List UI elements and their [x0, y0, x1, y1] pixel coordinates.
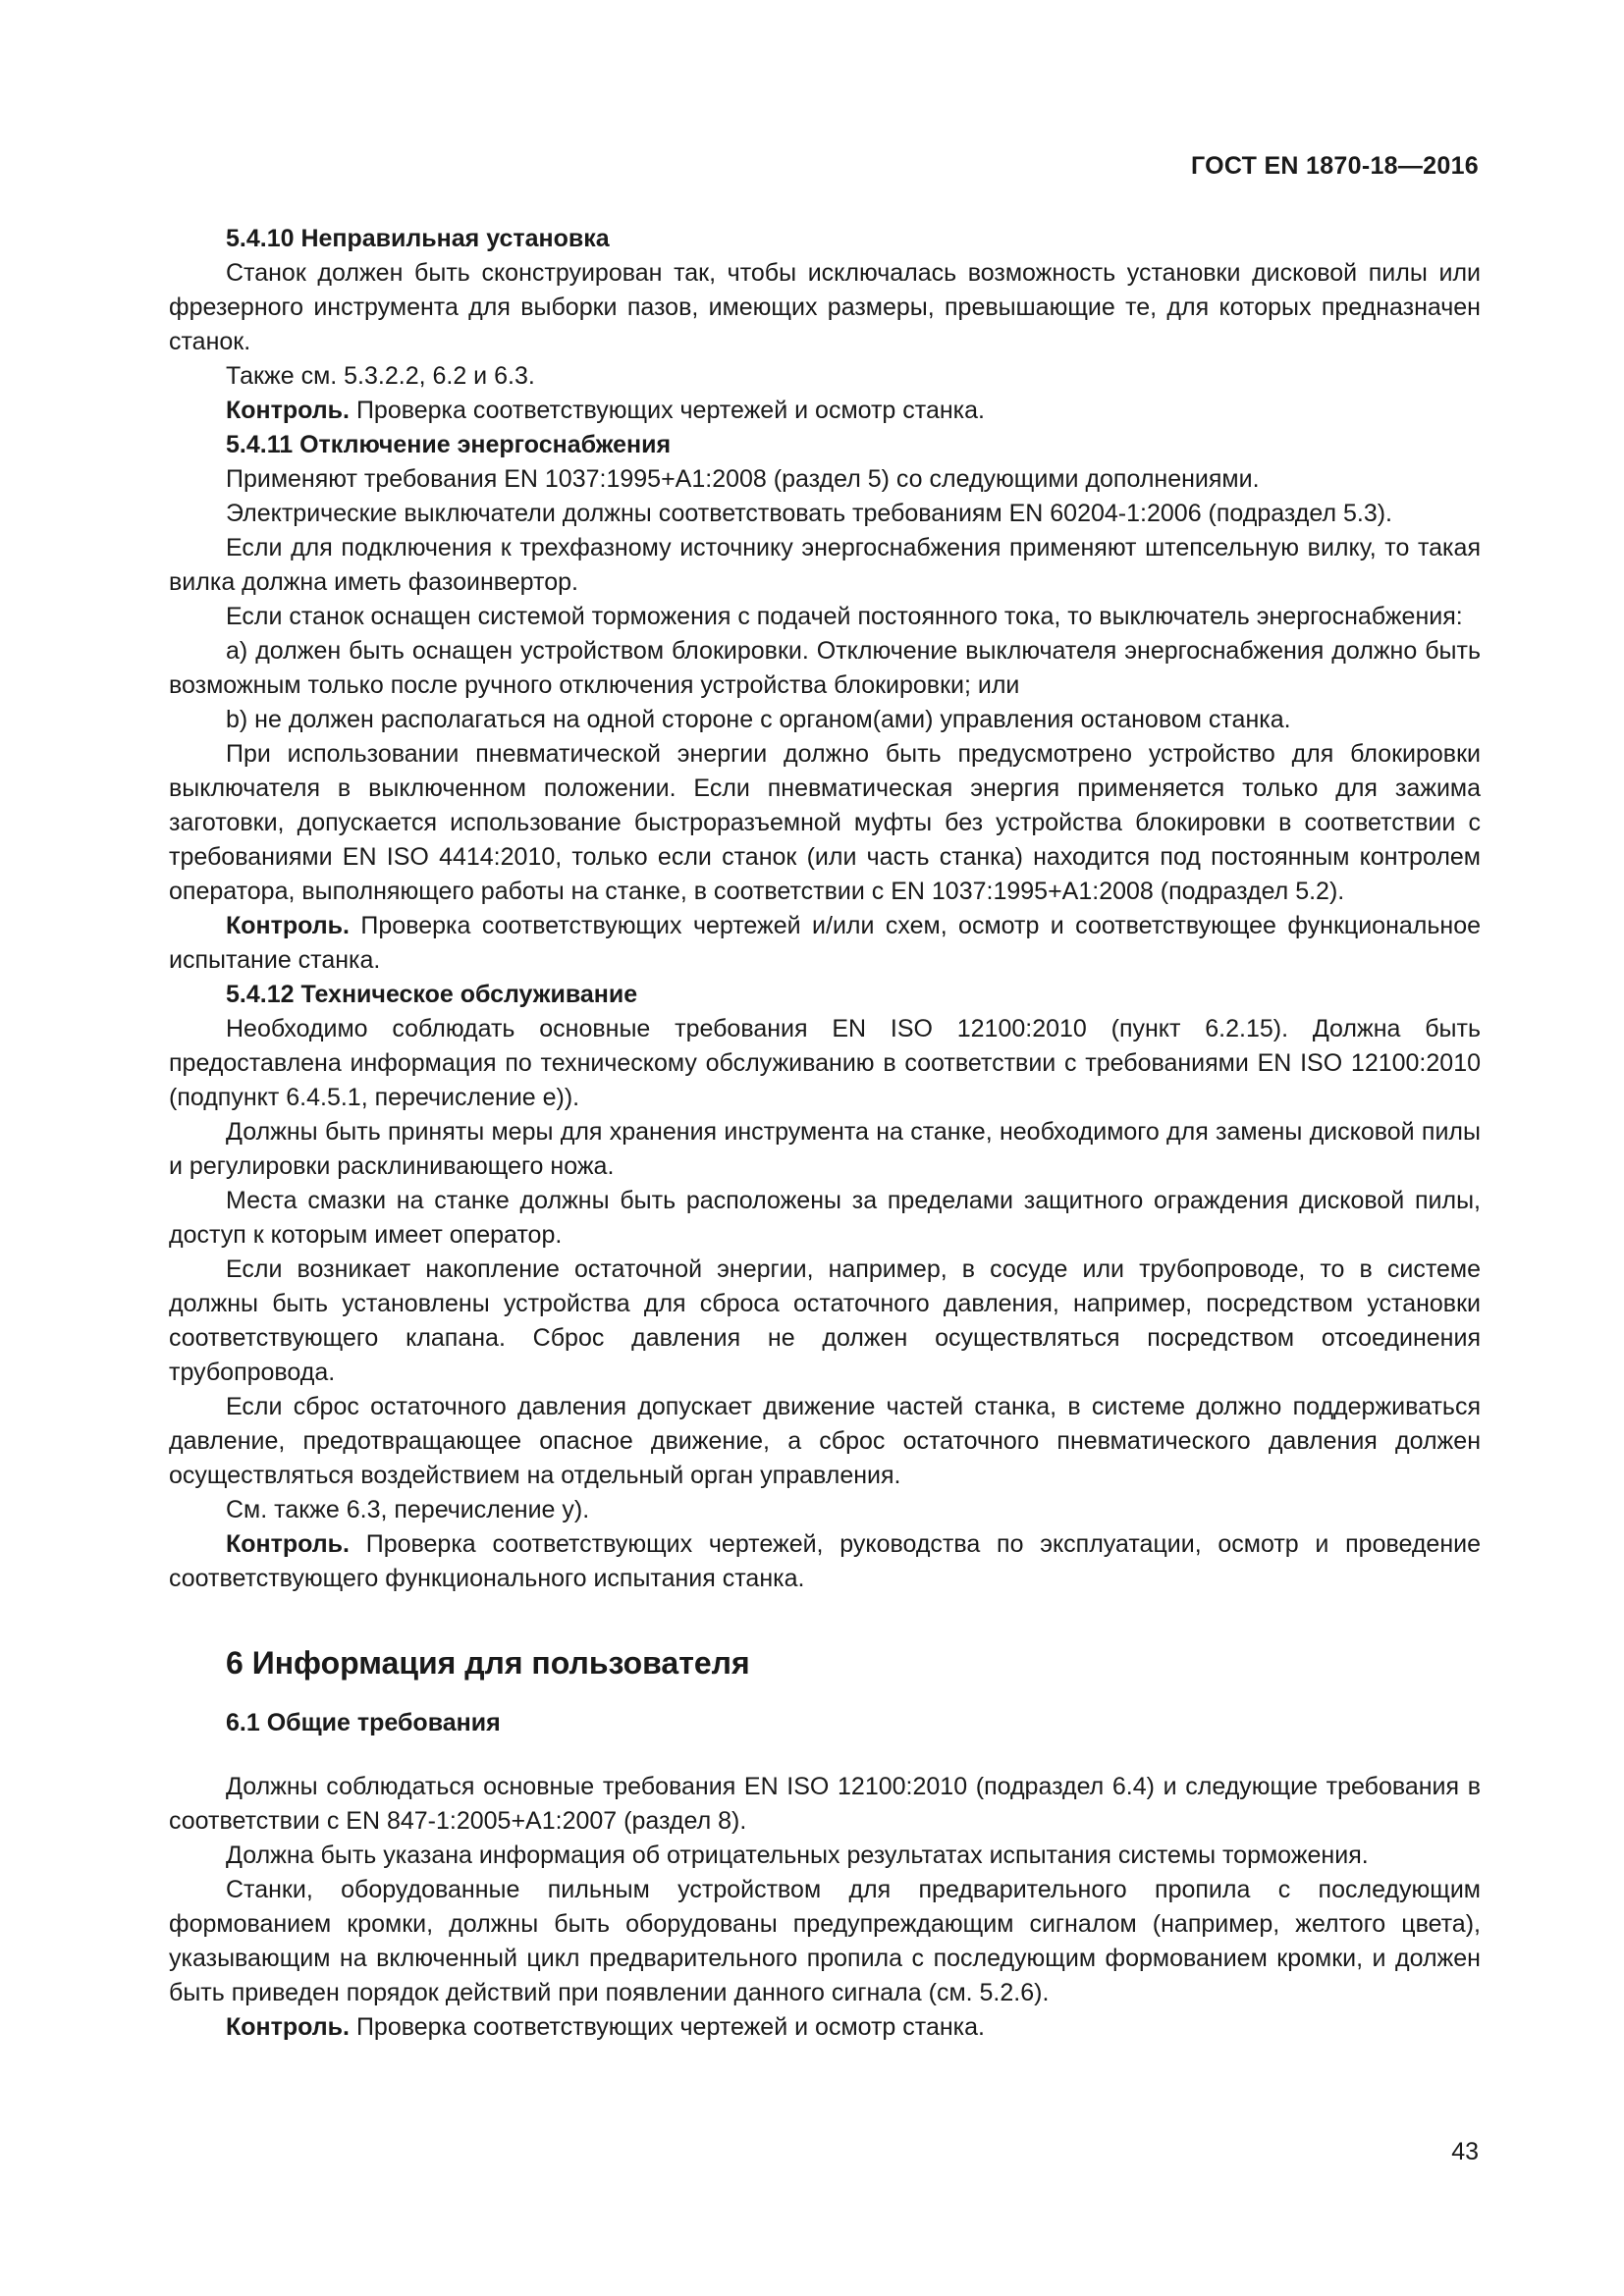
document-body [169, 222, 1481, 2045]
control-paragraph [169, 909, 1481, 978]
paragraph: Станок должен быть сконструирован так, чтобы исключалась возможность установки дисковой пилы или фрезерного инструмента для выборки пазов, имеющих размеры, превышающие те, для которых предназначен станок. [169, 259, 1481, 355]
paragraph: Должна быть указана информация об отрицательных результатах испытания системы торможения. [226, 1842, 1369, 1869]
section-heading-5-4-10: 5.4.10 Неправильная установка [226, 225, 610, 252]
control-paragraph [169, 1527, 1481, 1596]
control-paragraph [169, 2010, 1481, 2045]
paragraph: Места смазки на станке должны быть расположены за пределами защитного ограждения дисковой пилы, доступ к которым имеет оператор. [169, 1187, 1481, 1249]
section-heading-5-4-12: 5.4.12 Техническое обслуживание [226, 981, 638, 1008]
control-paragraph [169, 394, 1481, 428]
control-text: Проверка соответствующих чертежей, руководства по эксплуатации, осмотр и проведение соответствующего функционального испытания станка. [169, 1530, 1481, 1592]
paragraph: Должны быть приняты меры для хранения инструмента на станке, необходимого для замены дисковой пилы и регулировки расклинивающего ножа. [169, 1118, 1481, 1180]
paragraph: Если для подключения к трехфазному источнику энергоснабжения применяют штепсельную вилку, то такая вилка должна иметь фазоинвертор. [169, 534, 1481, 596]
control-text: Проверка соответствующих чертежей и осмотр станка. [350, 2013, 985, 2041]
list-item-b: b) не должен располагаться на одной стороне с органом(ами) управления остановом станка. [226, 706, 1291, 733]
paragraph: Также см. 5.3.2.2, 6.2 и 6.3. [226, 362, 535, 390]
control-label: Контроль. [226, 1530, 350, 1558]
section-heading-5-4-11: 5.4.11 Отключение энергоснабжения [226, 431, 672, 458]
control-text: Проверка соответствующих чертежей и осмотр станка. [350, 397, 985, 424]
paragraph: Если возникает накопление остаточной энергии, например, в сосуде или трубопроводе, то в системе должны быть установлены устройства для сброса остаточного давления, например, посредством установки соответствующего клапана. Сброс давления не должен осуществляться посредством отсоединения трубопровода. [169, 1255, 1481, 1386]
paragraph: Электрические выключатели должны соответствовать требованиям EN 60204-1:2006 (подраздел 5.3). [226, 500, 1393, 527]
page-number: 43 [1451, 2138, 1479, 2165]
paragraph: При использовании пневматической энергии должно быть предусмотрено устройство для блокировки выключателя в выключенном положении. Если пневматическая энергия применяется только для зажима заготовки, допускается использование быстроразъемной муфты без устройства блокировки в соответствии с требованиями EN ISO 4414:2010, только если станок (или часть станка) находится под постоянным контролем оператора, выполняющего работы на станке, в соответствии с EN 1037:1995+A1:2008 (подраздел 5.2). [169, 740, 1481, 905]
control-label: Контроль. [226, 912, 350, 939]
paragraph: Необходимо соблюдать основные требования EN ISO 12100:2010 (пункт 6.2.15). Должна быть предоставлена информация по техническому обслуживанию в соответствии с требованиями EN ISO 12100:2010 (подпункт 6.4.5.1, перечисление e)). [169, 1015, 1481, 1111]
control-label: Контроль. [226, 397, 350, 424]
paragraph: Должны соблюдаться основные требования EN ISO 12100:2010 (подраздел 6.4) и следующие требования в соответствии с EN 847-1:2005+A1:2007 (раздел 8). [169, 1773, 1481, 1835]
paragraph: Применяют требования EN 1037:1995+A1:2008 (раздел 5) со следующими дополнениями. [226, 465, 1260, 493]
control-text: Проверка соответствующих чертежей и/или схем, осмотр и соответствующее функциональное испытание станка. [169, 912, 1481, 974]
paragraph: Если сброс остаточного давления допускает движение частей станка, в системе должно поддерживаться давление, предотвращающее опасное движение, а сброс остаточного пневматического давления должен осуществляться воздействием на отдельный орган управления. [169, 1393, 1481, 1489]
paragraph: Если станок оснащен системой торможения с подачей постоянного тока, то выключатель энергоснабжения: [226, 603, 1463, 630]
paragraph: См. также 6.3, перечисление y). [226, 1496, 590, 1523]
control-label: Контроль. [226, 2013, 350, 2041]
document-id-header: ГОСТ EN 1870-18—2016 [1191, 152, 1479, 180]
section-heading-6-1: 6.1 Общие требования [226, 1709, 501, 1736]
paragraph: Станки, оборудованные пильным устройством для предварительного пропила с последующим формованием кромки, должны быть оборудованы предупреждающим сигналом (например, желтого цвета), указывающим на включенный цикл предварительного пропила с последующим формованием кромки, и должен быть приведен порядок действий при появлении данного сигнала (см. 5.2.6). [169, 1876, 1481, 2006]
chapter-heading-6: 6 Информация для пользователя [226, 1645, 750, 1681]
list-item-a: a) должен быть оснащен устройством блокировки. Отключение выключателя энергоснабжения должно быть возможным только после ручного отключения устройства блокировки; или [169, 637, 1481, 699]
